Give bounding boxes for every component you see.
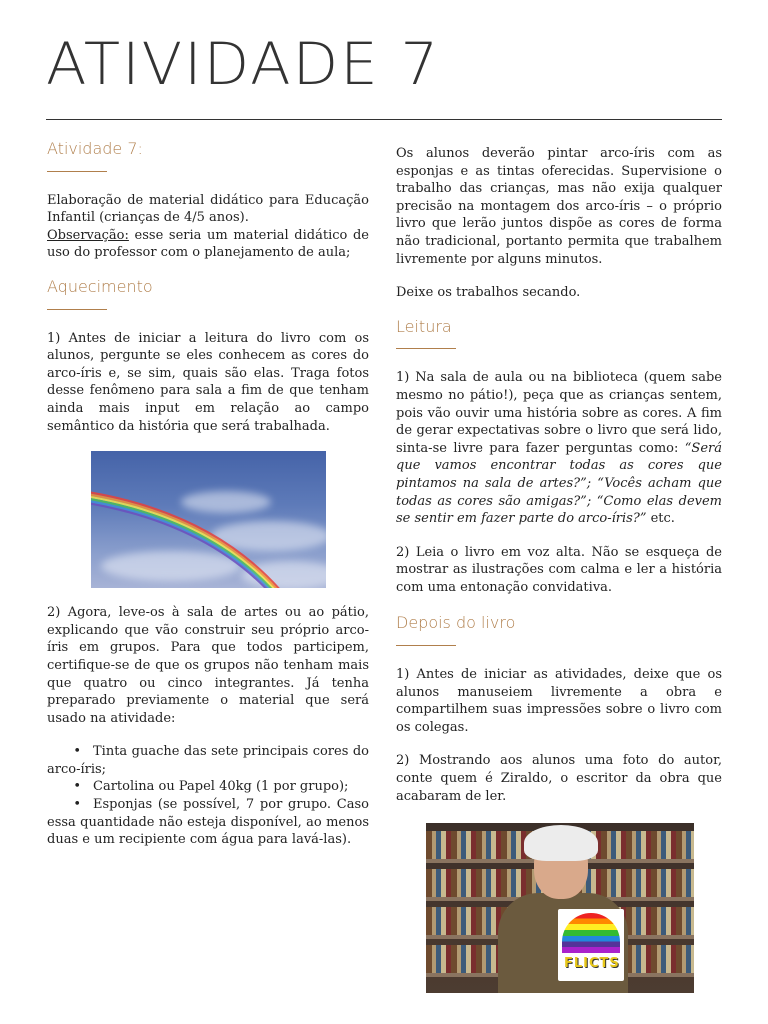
warmup-paragraph-1: 1) Antes de iniciar a leitura do livro com os alunos, pergunte se eles conhecem as cores do arco-íris e, se sim, quais são elas. Traga fotos desse fenômeno para sala a fim de que tenham ainda mais input em relação ao campo semântico da história que será trabalhada. [47, 330, 369, 434]
left-column [47, 140, 369, 865]
warmup-paragraph-3: Os alunos deverão pintar arco-íris com as esponjas e as tintas oferecidas. Supervisione o trabalho das crianças, mas não exija qualquer precisão na montagem dos arco-íris – o próprio livro que lerão juntos dispõe as cores de forma não tradicional, portanto permita que trabalhem livremente por alguns minutos. [396, 146, 722, 267]
activity-description-text: Elaboração de material didático para Educação Infantil (crianças de 4/5 anos). [47, 192, 369, 226]
reading-paragraph-2: 2) Leia o livro em voz alta. Não se esqueça de mostrar as ilustrações com calma e ler a história com uma entonação convidativa. [396, 544, 722, 595]
author-photo [426, 823, 694, 993]
reading-paragraph-1: 1) Na sala de aula ou na biblioteca (quem sabe mesmo no pátio!), peça que as crianças sentem, pois vão ouvir uma história sobre as cores. A fim de gerar expectativas sobre o livro que será lido, sinta-se livre para fazer perguntas como: “Será que vamos encontrar todas as cores que pintamos na sala de artes?”; “Vocês acham que todas as cores são amigas?”; “Como elas devem se sentir em fazer parte do arco-íris?” etc. [396, 370, 722, 527]
warmup-heading: Aquecimento [47, 276, 153, 296]
rainbow-photo [91, 451, 326, 588]
title-divider [46, 119, 722, 120]
reading-heading-rule [396, 348, 456, 349]
after-paragraph-2: 2) Mostrando aos alunos uma foto do autor, conte quem é Ziraldo, o escritor da obra que acabaram de ler. [396, 753, 722, 804]
activity-description [47, 192, 369, 227]
warmup-paragraph-2: 2) Agora, leve-os à sala de artes ou ao pátio, explicando que vão construir seu próprio arco-íris em grupos. Para que todos participem, certifique-se de que os grupos não tenham mais que quatro ou cinco integrantes. Já tenha preparado previamente o material que será usado na atividade: [47, 605, 369, 726]
warmup-heading-rule [47, 309, 107, 310]
list-item: • Esponjas (se possível, 7 por grupo. Caso essa quantidade não esteja disponível, ao menos duas e um recipiente com água para lavá-las). [47, 797, 369, 848]
note-label: Observação: [47, 227, 129, 243]
rainbow-arc [91, 451, 326, 588]
warmup-paragraph-4: Deixe os trabalhos secando. [396, 285, 581, 301]
after-heading: Depois do livro [396, 613, 516, 633]
activity-heading-rule [47, 171, 107, 172]
after-paragraph-1: 1) Antes de iniciar as atividades, deixe que os alunos manuseiem livremente a obra e compartilhem suas impressões sobre o livro com os colegas. [396, 667, 722, 735]
list-item: • Tinta guache das sete principais cores do arco-íris; [47, 744, 369, 777]
after-heading-rule [396, 645, 456, 646]
materials-list [47, 743, 369, 849]
reading-heading: Leitura [396, 316, 452, 336]
page-title: ATIVIDADE 7 [46, 30, 441, 98]
bullet: • [73, 797, 81, 813]
bullet: • [73, 744, 81, 760]
bullet: • [73, 779, 81, 795]
note-text: esse seria um material didático de uso do professor com o planejamento de aula; [47, 227, 369, 261]
book-cover-title: FLICTS [564, 956, 620, 972]
list-item: • Cartolina ou Papel 40kg (1 por grupo); [47, 778, 369, 796]
right-column [396, 145, 722, 993]
activity-note [47, 227, 369, 262]
activity-heading: Atividade 7: [47, 139, 143, 158]
book-cover [558, 909, 624, 981]
